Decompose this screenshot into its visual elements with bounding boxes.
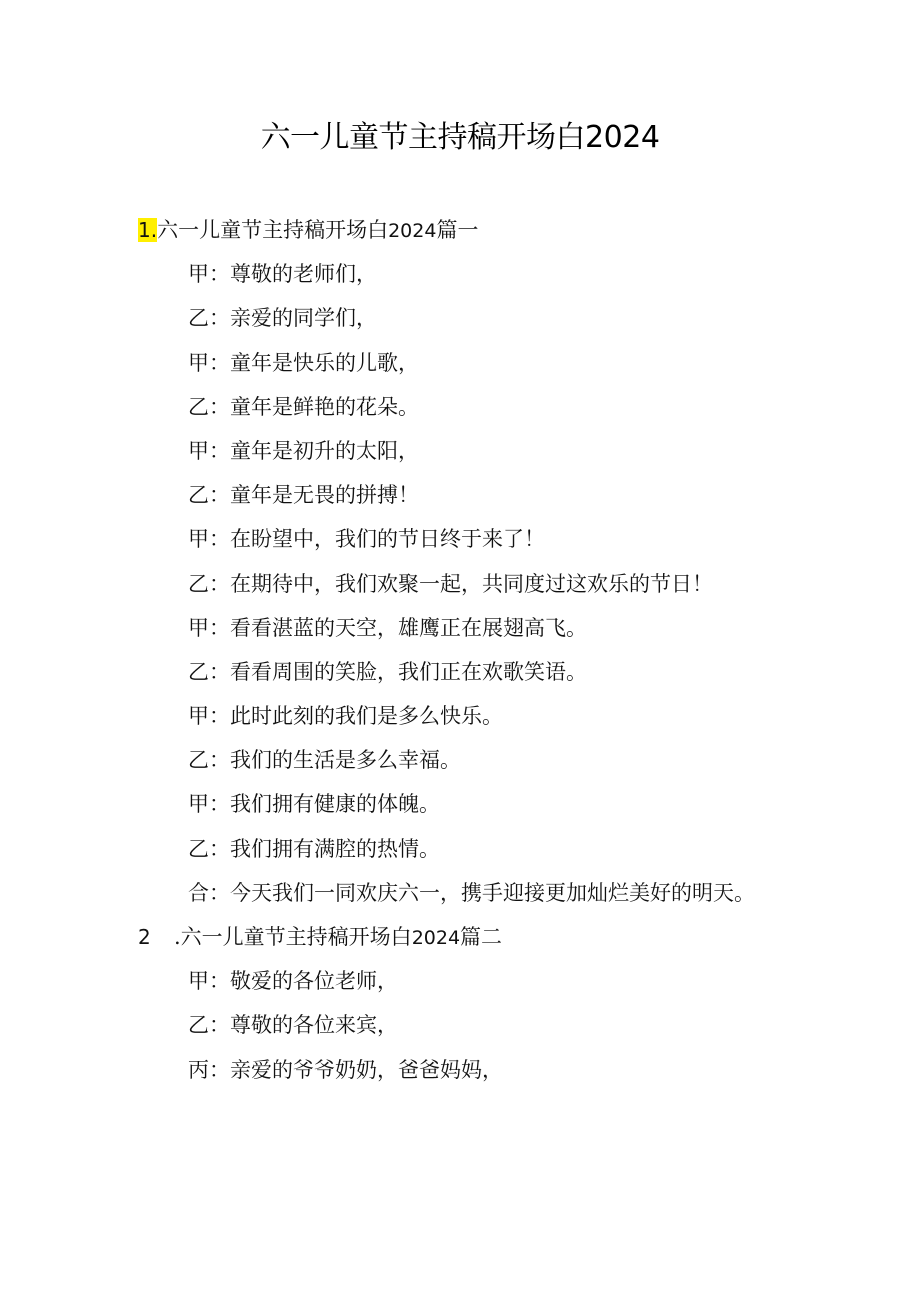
dialogue-line: 乙：我们拥有满腔的热情。 — [188, 836, 440, 861]
dialogue-line: 甲：敬爱的各位老师， — [188, 969, 398, 994]
dialogue-line: 乙：亲爱的同学们， — [188, 306, 377, 331]
section-heading-1 — [138, 208, 778, 252]
dialogue-line: 乙：童年是无畏的拼搏！ — [188, 483, 419, 508]
closing-line: 合：今天我们一同欢庆六一，携手迎接更加灿烂美好的明天。 — [188, 880, 755, 905]
dialogue-line: 乙：看看周围的笑脸，我们正在欢歌笑语。 — [188, 659, 587, 684]
section-heading-text: 六一儿童节主持稿开场白 — [157, 218, 389, 242]
section-heading-year: 2024 — [388, 220, 437, 242]
dialogue-line: 甲：在盼望中，我们的节日终于来了！ — [188, 527, 545, 552]
dialogue-line: 乙：我们的生活是多么幸福。 — [188, 748, 461, 773]
dialogue-line: 丙：亲爱的爷爷奶奶，爸爸妈妈， — [188, 1057, 503, 1082]
document-title: 六一儿童节主持稿开场白2024 — [260, 120, 660, 155]
dialogue-line: 甲：童年是快乐的儿歌， — [188, 350, 419, 375]
dialogue-line: 甲：尊敬的老师们， — [188, 262, 377, 287]
dialogue-line: 甲：我们拥有健康的体魄。 — [188, 792, 440, 817]
section-heading-2 — [138, 915, 778, 959]
document-body — [138, 208, 778, 1092]
section-heading-text: .六一儿童节主持稿开场白 — [174, 925, 412, 950]
section-number-highlighted: 1. — [138, 218, 158, 242]
dialogue-line: 乙：在期待中，我们欢聚一起，共同度过这欢乐的节日！ — [188, 571, 713, 596]
dialogue-line: 甲：看看湛蓝的天空，雄鹰正在展翅高飞。 — [188, 615, 587, 640]
section-number: 2 — [138, 925, 151, 950]
section-heading-suffix: 篇二 — [460, 925, 503, 950]
section-heading-suffix: 篇一 — [436, 218, 479, 242]
dialogue-line: 乙：童年是鲜艳的花朵。 — [188, 394, 419, 419]
dialogue-line: 乙：尊敬的各位来宾， — [188, 1013, 398, 1038]
dialogue-line: 甲：童年是初升的太阳， — [188, 438, 419, 463]
dialogue-line: 甲：此时此刻的我们是多么快乐。 — [188, 704, 503, 729]
section-heading-year: 2024 — [411, 927, 461, 950]
